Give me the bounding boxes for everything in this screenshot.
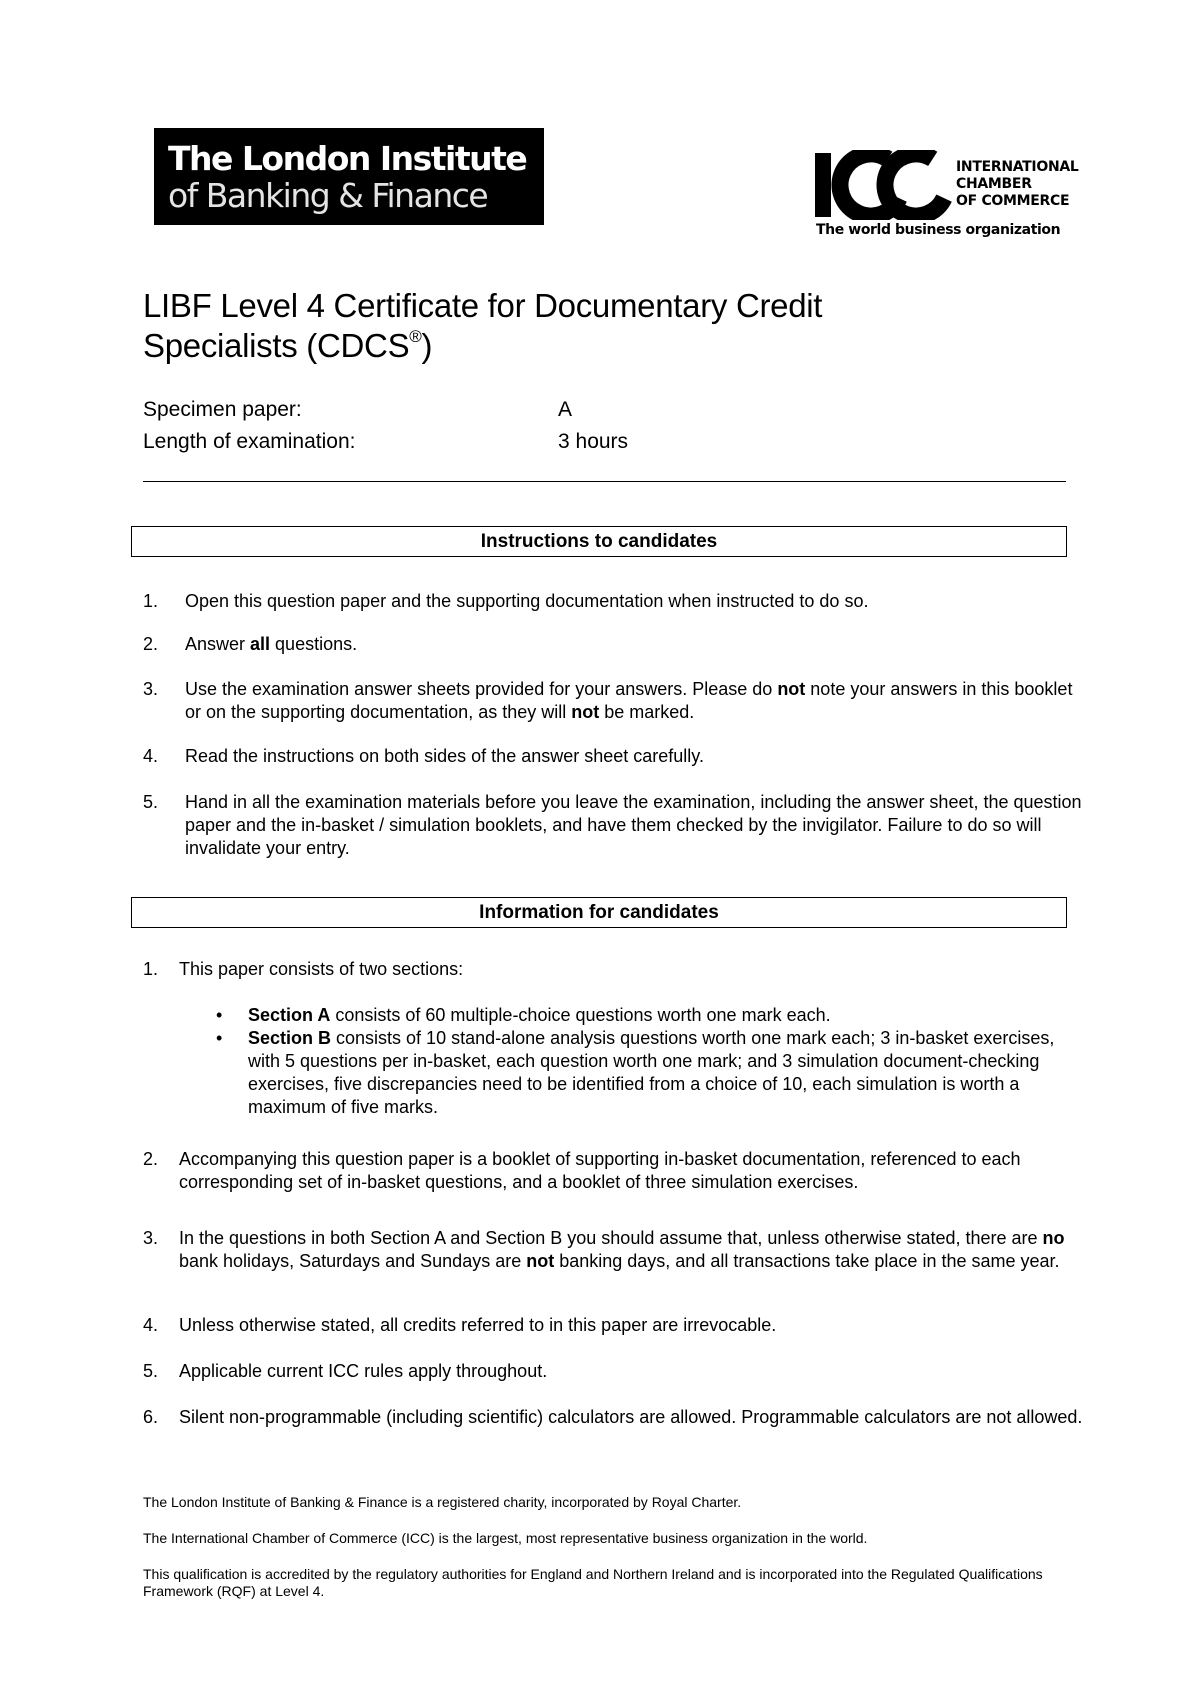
information-number: 5. — [143, 1361, 159, 1381]
information-text: In the questions in both Section A and Section B you should assume that, unless otherwise stated, there are no bank holidays, Saturdays and Sundays are not banking days, and all transactions take place in the same year. — [179, 1228, 1065, 1271]
instruction-number: 2. — [143, 634, 159, 654]
information-number: 1. — [143, 959, 159, 979]
instruction-text: Hand in all the examination materials before you leave the examination, including the answer sheet, the question paper and the in-basket / simulation booklets, and have them checked by the invigilator. Failure to do so will invalidate your entry. — [185, 792, 1082, 858]
information-text: Accompanying this question paper is a booklet of supporting in-basket documentation, referenced to each corresponding set of in-basket questions, and a booklet of three simulation exercises. — [179, 1149, 1021, 1192]
icc-name-line1: INTERNATIONAL — [956, 159, 1079, 175]
bullet-icon: • — [216, 1028, 223, 1048]
icc-mark-icon — [813, 150, 953, 220]
libf-logo-line1: The London Institute — [168, 139, 527, 178]
instruction-text: Open this question paper and the supporting documentation when instructed to do so. — [185, 591, 869, 611]
information-number: 2. — [143, 1149, 159, 1169]
registered-mark: ® — [409, 327, 422, 346]
information-text: Applicable current ICC rules apply throughout. — [179, 1361, 548, 1381]
title-line1: LIBF Level 4 Certificate for Documentary Credit — [143, 287, 823, 324]
footer-charity-note: The London Institute of Banking & Finance is a registered charity, incorporated by Royal Charter. — [143, 1494, 742, 1510]
information-number: 3. — [143, 1228, 159, 1248]
footer-accreditation-note: This qualification is accredited by the regulatory authorities for England and Northern Ireland and is incorporated into the Regulated Qualifications Framework (RQF) at Level 4. — [143, 1566, 1043, 1599]
document-title — [143, 286, 822, 366]
instruction-text: Use the examination answer sheets provided for your answers. Please do not note your answers in this booklet or on the supporting documentation, as they will not be marked. — [185, 679, 1073, 722]
title-line2-prefix: Specialists (CDCS — [143, 327, 410, 364]
icc-tagline: The world business organization — [816, 222, 1061, 238]
divider-rule — [143, 481, 1066, 482]
specimen-label: Specimen paper: — [143, 398, 302, 421]
information-number: 4. — [143, 1315, 159, 1335]
information-text: This paper consists of two sections: — [179, 959, 464, 979]
information-number: 6. — [143, 1407, 159, 1427]
instructions-heading: Instructions to candidates — [131, 526, 1067, 557]
instruction-number: 5. — [143, 792, 159, 812]
instruction-number: 4. — [143, 746, 159, 766]
bullet-text: Section B consists of 10 stand-alone analysis questions worth one mark each; 3 in-basket exercises, with 5 questions per in-basket, each question worth one mark; and 3 simulation document-checking exercises, five discrepancies need to be identified from a choice of 10, each simulation is worth a maximum of five marks. — [248, 1028, 1055, 1117]
information-text: Unless otherwise stated, all credits referred to in this paper are irrevocable. — [179, 1315, 777, 1335]
title-line2-suffix: ) — [421, 327, 433, 364]
bullet-icon: • — [216, 1005, 223, 1025]
instruction-text: Read the instructions on both sides of the answer sheet carefully. — [185, 746, 704, 766]
icc-name — [956, 159, 1079, 210]
instruction-number: 3. — [143, 679, 159, 699]
specimen-value: A — [558, 398, 573, 421]
length-value: 3 hours — [558, 430, 629, 453]
instruction-text: Answer all questions. — [185, 634, 358, 654]
title-line2 — [143, 326, 822, 366]
icc-logo — [813, 150, 1113, 245]
information-text: Silent non-programmable (including scientific) calculators are allowed. Programmable calculators are not allowed. — [179, 1407, 1083, 1427]
bullet-text: Section A consists of 60 multiple-choice questions worth one mark each. — [248, 1005, 831, 1025]
length-label: Length of examination: — [143, 430, 356, 453]
information-heading: Information for candidates — [131, 897, 1067, 928]
libf-logo — [154, 128, 544, 225]
libf-logo-line2: of Banking & Finance — [168, 176, 488, 215]
footer-icc-note: The International Chamber of Commerce (ICC) is the largest, most representative business organization in the world. — [143, 1530, 868, 1546]
instruction-number: 1. — [143, 591, 159, 611]
icc-name-line2: CHAMBER — [956, 176, 1032, 192]
icc-name-line3: OF COMMERCE — [956, 193, 1070, 209]
